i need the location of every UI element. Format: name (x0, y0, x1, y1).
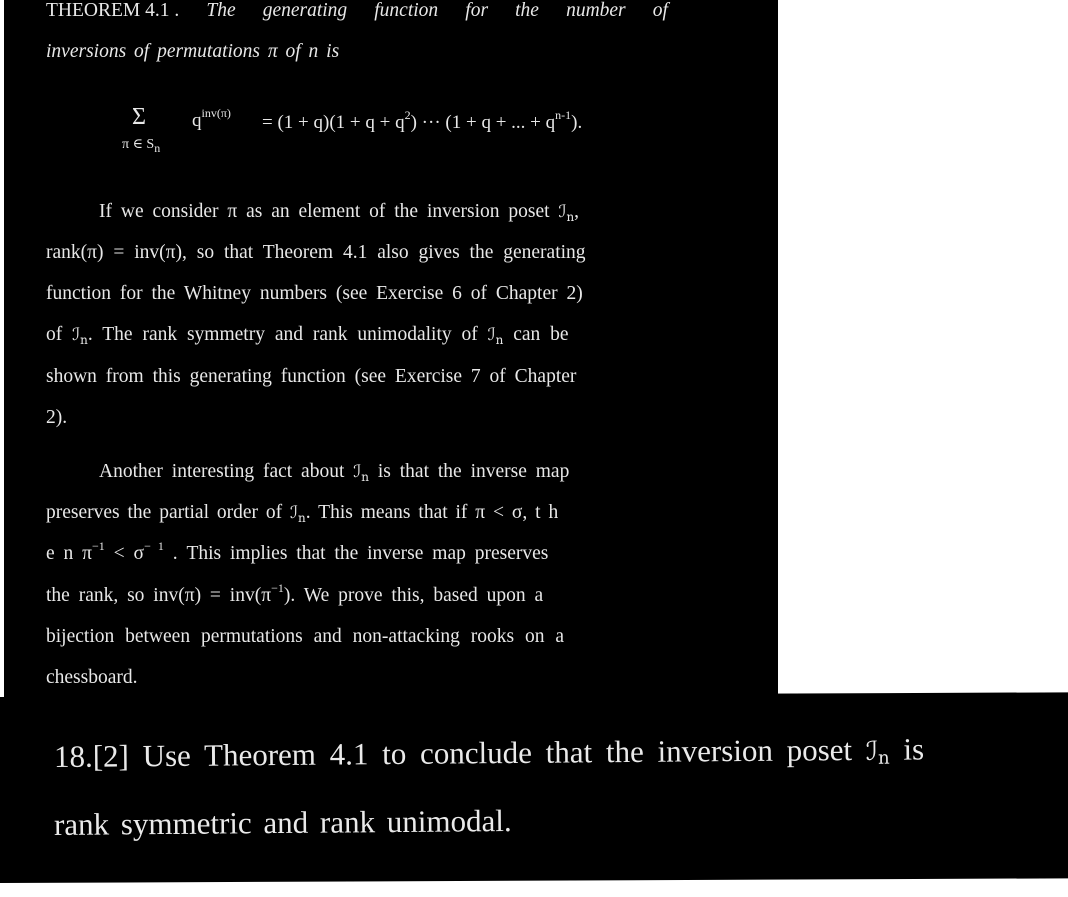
exercise-background (0, 692, 1068, 883)
theorem-word: of (652, 0, 668, 21)
paragraph-1-line-4: of ℐ$_n$. The rank symmetry and rank unimodality of ℐ$_n$ can be (46, 324, 569, 347)
paragraph-2-line-5: bijection between permutations and non-attacking rooks on a (46, 626, 564, 647)
sigma-symbol: Σ (132, 104, 146, 130)
theorem-word: the (515, 0, 539, 21)
inversion-poset-symbol: ℐ$_n$ (558, 202, 575, 224)
exercise-18 (0, 697, 1068, 897)
inversion-poset-symbol: ℐ$_n$ (865, 736, 890, 769)
paragraph-2-line-2: preserves the partial order of ℐ$_n$. This means that if π < σ, t h (46, 502, 559, 525)
formula-rhs: = $(1 + q)(1 + q + q^2)$ ··· (1 + q + ... + $q^{n-1}$). (262, 108, 583, 133)
paragraph-1-line-6: 2). (46, 407, 68, 428)
exercise-line-1: 18.[2] Use Theorem 4.1 to conclude that the inversion poset ℐ$_n$ is (53, 731, 925, 774)
theorem-word: number (566, 0, 626, 21)
paragraph-1-line-2: rank(π) = inv(π), so that Theorem 4.1 also gives the generating (46, 242, 586, 263)
theorem-word: The (206, 0, 236, 21)
paragraph-2-line-4: the rank, so $inv(\pi) = inv(\pi^{-1})$. We prove this, based upon a (46, 581, 544, 606)
paragraph-1-line-1: If we consider π as an element of the inversion poset ℐ$_n$, (99, 201, 580, 224)
theorem-word: for (465, 0, 489, 21)
theorem-word: function (374, 0, 439, 21)
paragraph-2-line-1: Another interesting fact about ℐ$_n$ is that the inverse map (99, 461, 570, 484)
theorem-line-2: inversions of permutations π of n is (46, 41, 340, 62)
sum-index: π ∈ $S_n$ (122, 137, 161, 155)
generating-function-formula (4, 96, 778, 166)
theorem-label: THEOREM 4.1 . (46, 0, 180, 21)
inversion-poset-symbol: ℐ$_n$ (487, 325, 504, 347)
paragraph-2-line-3: e n $\pi^{-1} < \sigma^{- 1}$ . This implies that the inverse map preserves (46, 539, 549, 564)
theorem-word: generating (262, 0, 348, 21)
inversion-poset-symbol: ℐ$_n$ (290, 503, 306, 525)
paragraph-1-line-5: shown from this generating function (see Exercise 7 of Chapter (46, 366, 577, 387)
book-page (4, 0, 778, 697)
theorem-line-1 (46, 0, 668, 22)
exercise-line-2: rank symmetric and rank unimodal. (53, 803, 512, 842)
inversion-poset-symbol: ℐ$_n$ (353, 462, 369, 484)
paragraph-1-line-3: function for the Whitney numbers (see Exercise 6 of Chapter 2) (46, 283, 583, 304)
paragraph-2-line-6: chessboard. (46, 667, 138, 688)
q-term: $q^{inv(\pi)}$ (192, 106, 231, 131)
inversion-poset-symbol: ℐ$_n$ (72, 325, 88, 347)
